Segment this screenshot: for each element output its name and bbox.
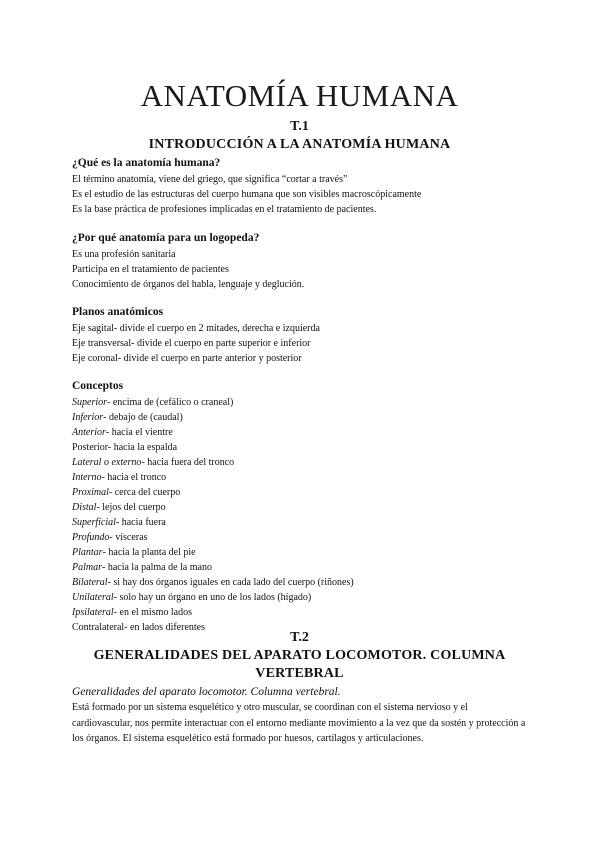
concept-term: Proximal — [72, 487, 109, 498]
text-line: Eje coronal- divide el cuerpo en parte anterior y posterior — [72, 353, 302, 364]
concept-description: - hacia fuera — [115, 517, 166, 528]
concept-term: Superficial — [72, 517, 116, 528]
topic-2-title-line-2: VERTEBRAL — [255, 666, 344, 681]
text-line: Es la base práctica de profesiones implicadas en el tratamiento de pacientes. — [72, 204, 377, 215]
concept-term: Palmar — [72, 562, 102, 573]
section-heading: ¿Por qué anatomía para un logopeda? — [72, 232, 260, 244]
concept-description: - hacia el vientre — [105, 427, 173, 438]
concept-description: - hacia fuera del tronco — [141, 457, 235, 468]
concept-description: - cerca del cuerpo — [108, 487, 181, 498]
section-what-is-anatomy — [72, 155, 532, 217]
section-subtitle: Generalidades del aparato locomotor. Columna vertebral. — [72, 686, 341, 698]
concept-item — [72, 440, 532, 455]
text-line: Eje sagital- divide el cuerpo en 2 mitades, derecha e izquierda — [72, 323, 320, 334]
concept-item — [72, 455, 532, 470]
section-paragraph: Está formado por un sistema esquelético y otro muscular, se coordinan con el sistema nervioso y el cardiovascular, nos permite interactuar con el entorno mediante movimiento a la vez que da sostén y protección a los órganos. El sistema esquelético está formado por huesos, cartílagos y articulaciones. — [72, 702, 526, 744]
topic-1-title: INTRODUCCIÓN A LA ANATOMÍA HUMANA — [148, 137, 451, 152]
concept-description: - encima de (cefálico o craneal) — [107, 397, 234, 408]
concept-description: - solo hay un órgano en uno de los lados (hígado) — [113, 592, 312, 603]
concept-item — [72, 545, 532, 560]
concept-description: - lejos del cuerpo — [96, 502, 166, 513]
concept-item — [72, 470, 532, 485]
concept-term: Lateral o externo — [72, 457, 142, 468]
concept-term: Distal — [72, 502, 97, 513]
text-line: Participa en el tratamiento de pacientes — [72, 264, 229, 275]
concept-description: - hacia la palma de la mano — [102, 562, 212, 573]
concept-description: Posterior- hacia la espalda — [72, 442, 178, 453]
concept-term: Ipsilateral — [72, 607, 114, 618]
topic-2-title-line-1: GENERALIDADES DEL APARATO LOCOMOTOR. COLUMNA — [93, 648, 506, 663]
section-locomotor — [72, 684, 527, 747]
concept-description: - debajo de (caudal) — [103, 412, 183, 423]
concept-item — [72, 500, 532, 515]
concept-term: Unilateral — [72, 592, 114, 603]
concept-term: Anterior — [72, 427, 106, 438]
concept-item — [72, 425, 532, 440]
concept-item — [72, 590, 532, 605]
concept-item — [72, 575, 532, 590]
section-heading: ¿Qué es la anatomía humana? — [72, 157, 221, 169]
topic-1-code: T.1 — [290, 119, 309, 134]
concept-item — [72, 560, 532, 575]
concept-description: - si hay dos órganos iguales en cada lado del cuerpo (riñones) — [107, 577, 354, 588]
concept-item — [72, 515, 532, 530]
text-line: Es una profesión sanitaria — [72, 249, 176, 260]
concept-description: - hacia el tronco — [101, 472, 167, 483]
concept-description: Contralateral- en lados diferentes — [72, 622, 205, 633]
concept-item — [72, 530, 532, 545]
text-line: El término anatomía, viene del griego, que significa “cortar a través” — [72, 174, 348, 185]
document-title: ANATOMÍA HUMANA — [140, 78, 459, 113]
concept-item — [72, 485, 532, 500]
section-heading: Conceptos — [72, 380, 124, 392]
concept-term: Inferior — [72, 412, 104, 423]
concept-term: Interno — [72, 472, 102, 483]
concept-term: Plantar — [72, 547, 103, 558]
text-line: Eje transversal- divide el cuerpo en parte superior e inferior — [72, 338, 311, 349]
text-line: Conocimiento de órganos del habla, lenguaje y deglución. — [72, 279, 305, 290]
section-heading: Planos anatómicos — [72, 306, 164, 318]
section-anatomical-planes — [72, 304, 532, 366]
concept-term: Bilateral — [72, 577, 108, 588]
topic-2-code: T.2 — [290, 630, 309, 645]
concept-description: - en el mismo lados — [113, 607, 192, 618]
section-why-anatomy — [72, 230, 532, 292]
concept-term: Profundo — [72, 532, 110, 543]
concept-item — [72, 395, 532, 410]
concept-item — [72, 605, 532, 620]
text-line: Es el estudio de las estructuras del cuerpo humana que son visibles macroscópicamente — [72, 189, 422, 200]
concept-term: Superior — [72, 397, 107, 408]
concept-description: - vísceras — [109, 532, 148, 543]
concept-item — [72, 410, 532, 425]
section-concepts — [72, 378, 532, 635]
concept-description: - hacia la planta del pie — [102, 547, 196, 558]
